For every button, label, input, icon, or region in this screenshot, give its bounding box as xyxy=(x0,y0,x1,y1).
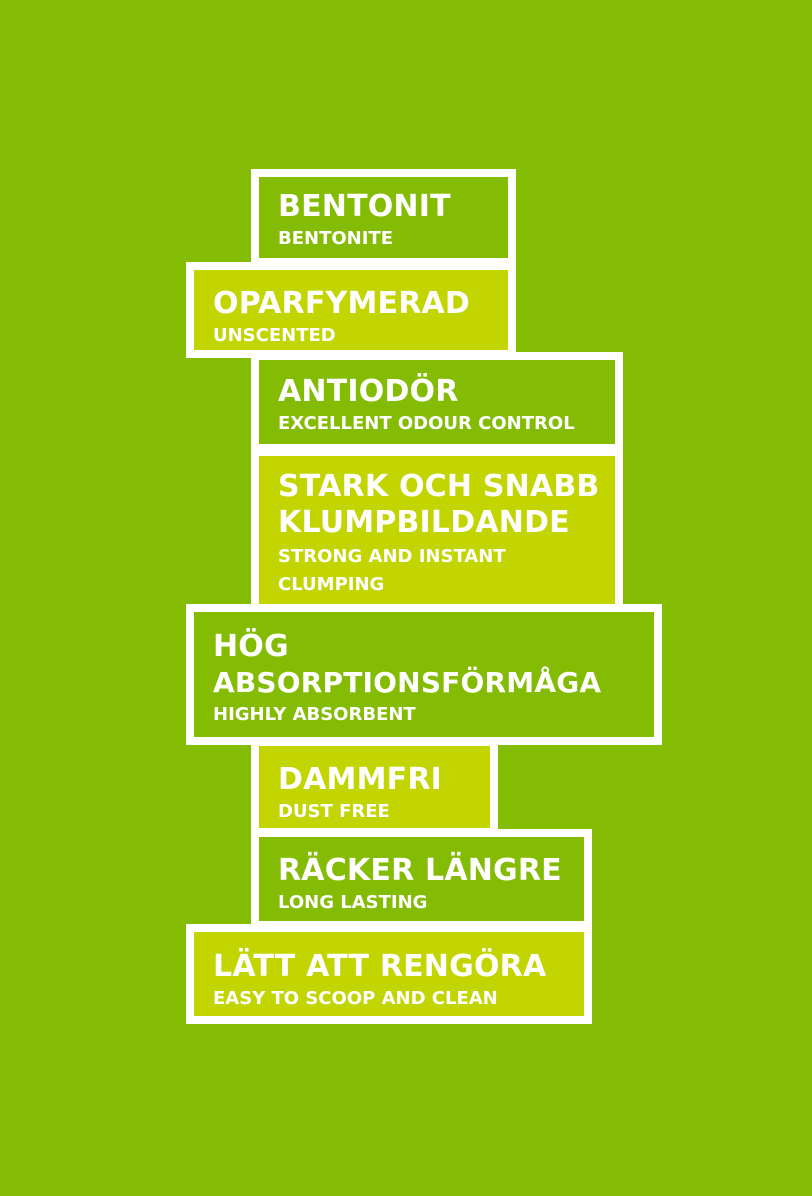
feature-title: DAMMFRI xyxy=(278,762,442,797)
feature-title: LÄTT ATT RENGÖRA xyxy=(213,949,547,984)
feature-title-line2: KLUMPBILDANDE xyxy=(278,505,570,540)
feature-subtitle: EASY TO SCOOP AND CLEAN xyxy=(213,988,498,1009)
feature-title: BENTONIT xyxy=(278,189,451,224)
feature-box-latt-att-rengora xyxy=(186,924,592,1024)
feature-box-hog-absorptionsformaga xyxy=(186,604,662,745)
feature-box-stark-och-snabb xyxy=(251,448,623,612)
feature-title: STARK OCH SNABB xyxy=(278,469,600,504)
feature-subtitle: BENTONITE xyxy=(278,228,393,249)
feature-subtitle: DUST FREE xyxy=(278,801,390,822)
feature-title: HÖG xyxy=(213,629,289,664)
feature-subtitle: UNSCENTED xyxy=(213,325,336,346)
feature-subtitle: LONG LASTING xyxy=(278,892,428,913)
feature-subtitle: HIGHLY ABSORBENT xyxy=(213,704,416,725)
feature-box-bentonit xyxy=(251,169,516,266)
feature-title: ANTIODÖR xyxy=(278,374,459,409)
feature-subtitle: STRONG AND INSTANT xyxy=(278,546,506,567)
feature-subtitle-line2: CLUMPING xyxy=(278,574,385,595)
feature-title: OPARFYMERAD xyxy=(213,286,471,321)
feature-title: RÄCKER LÄNGRE xyxy=(278,853,562,888)
feature-box-oparfymerad xyxy=(186,262,516,358)
feature-box-dammfri xyxy=(251,738,498,836)
feature-box-racker-langre xyxy=(251,829,592,929)
feature-subtitle: EXCELLENT ODOUR CONTROL xyxy=(278,413,575,434)
feature-box-antiodor xyxy=(251,352,623,452)
feature-title-line2: ABSORPTIONSFÖRMÅGA xyxy=(213,666,602,699)
